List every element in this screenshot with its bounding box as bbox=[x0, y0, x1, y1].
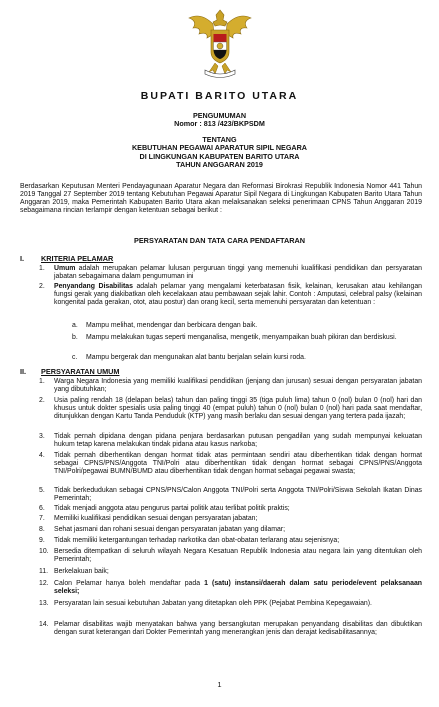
about-line: TAHUN ANGGARAN 2019 bbox=[176, 160, 263, 170]
sub-item bbox=[72, 354, 422, 362]
item-number: 1. bbox=[39, 378, 45, 385]
item-number: 3. bbox=[39, 433, 45, 440]
list-item bbox=[39, 526, 422, 534]
intro-paragraph: Berdasarkan Keputusan Menteri Pendayagunaan Aparatur Negara dan Reformasi Birokrasi Republik Indonesia Nomor 441 Tahun 2019 Tanggal 27 September 2019 tentang Kebutuhan Pegawai Aparatur Sipil Negara di Lingkungan Kabupaten Barito Utara Tahun Anggaran 2019, maka Pemerintah Kabupaten Barito Utara akan melaksanakan seleksi penerimaan CPNS Tahun Anggaran 2019 sebagaimana rincian terlampir dengan ketentuan sebagai berikut : bbox=[20, 183, 422, 215]
item-text: Calon Pelamar hanya boleh mendaftar pada bbox=[54, 580, 205, 587]
item-text: Usia paling rendah 18 (delapan belas) tahun dan paling tinggi 35 (tiga puluh lima) tahun 0 (nol) bulan 0 (nol) hari dan khusus untuk dokter spesialis usia paling tinggi 40 (empat puluh) tahun 0 (nol) bulan 0 (nol) hari pada saat mendaftar, ditunjukkan dengan Kartu Tanda Penduduk (KTP) yang masih berlaku dan sesuai dengan yang tertera pada ijazah; bbox=[54, 397, 422, 421]
sub-item-text: Mampu melihat, mendengar dan berbicara dengan baik. bbox=[86, 322, 258, 329]
list-item bbox=[39, 452, 422, 476]
item-text: Tidak menjadi anggota atau pengurus partai politik atau terlibat politik praktis; bbox=[54, 505, 290, 512]
item-number: 1. bbox=[39, 265, 45, 272]
item-text: adalah pelamar yang mengalami keterbatasan fisik, kelainan, kerusakan atau kehilangan fungsi gerak yang diakibatkan oleh kecelakaan atau pembawaan sejak lahir. Contoh : Amputasi, celebral palsy (kelainan kongenital pada gerakan, otot, atau postur) dan orang kecil, serta memenuhi persyaratan dan ketentuan : bbox=[54, 283, 422, 307]
sub-item bbox=[72, 322, 422, 330]
item-number: 6. bbox=[39, 505, 45, 512]
item-text: Pelamar disabilitas wajib menyatakan bahwa yang bersangkutan merupakan penyandang disabilitas dan dibuktikan dengan surat keterangan dari Dokter Pemerintah yang menerangkan jenis dan derajat kedisabilitasannya; bbox=[54, 621, 422, 637]
about-line: DI LINGKUNGAN KABUPATEN BARITO UTARA bbox=[139, 151, 300, 161]
list-item bbox=[39, 548, 422, 564]
item-number: 12. bbox=[39, 580, 49, 587]
item-number: 2. bbox=[39, 283, 45, 290]
about-label: TENTANG bbox=[202, 135, 237, 144]
about-block bbox=[0, 136, 439, 170]
garuda-emblem bbox=[187, 6, 253, 78]
regency-heading: BUPATI BARITO UTARA bbox=[140, 90, 299, 102]
item-text: Tidak berkedudukan sebagai CPNS/PNS/Calon Anggota TNI/Polri serta Anggota TNI/Polri/Siswa Sekolah Ikatan Dinas Pemerintah; bbox=[54, 487, 422, 503]
item-number: 14. bbox=[39, 621, 49, 628]
announcement-header bbox=[0, 112, 439, 129]
item-text: Berkelakuan baik; bbox=[54, 568, 109, 575]
list-item bbox=[39, 433, 422, 449]
list-item bbox=[39, 580, 422, 596]
item-text: Tidak memiliki ketergantungan terhadap narkotika dan obat-obatan terlarang atau sejenisnya; bbox=[54, 537, 340, 544]
section-number: I. bbox=[20, 254, 25, 263]
item-number: 7. bbox=[39, 515, 45, 522]
item-number: 2. bbox=[39, 397, 45, 404]
section-number: II. bbox=[20, 367, 27, 376]
item-number: 8. bbox=[39, 526, 45, 533]
item-emphasis: 1 (satu) instansi/daerah dalam satu periode/event pelaksanaan seleksi; bbox=[54, 580, 422, 596]
item-number: 13. bbox=[39, 600, 49, 607]
item-text: Memiliki kualifikasi pendidikan sesuai dengan persyaratan jabatan; bbox=[54, 515, 258, 522]
section-heading bbox=[20, 254, 113, 263]
list-item bbox=[39, 621, 422, 637]
item-number: 4. bbox=[39, 452, 45, 459]
item-number: 9. bbox=[39, 537, 45, 544]
sub-item-letter: b. bbox=[72, 334, 78, 341]
list-item bbox=[39, 265, 422, 281]
doc-number: Nomor : 813 /423/BKPSDM bbox=[174, 119, 265, 129]
sub-item-text: Mampu melakukan tugas seperti menganalisa, mengetik, menyampaikan buah pikiran dan berdiskusi. bbox=[86, 334, 397, 341]
item-text: Persyaratan lain sesuai kebutuhan Jabatan yang ditetapkan oleh PPK (Pejabat Pembina Kepegawaian). bbox=[54, 600, 372, 607]
item-term: Umum bbox=[54, 265, 76, 272]
item-text: adalah merupakan pelamar lulusan perguruan tinggi yang memenuhi kualifikasi pendidikan dan persyaratan jabatan sebagaimana dalam pengumuman ini bbox=[54, 265, 422, 281]
list-item bbox=[39, 283, 422, 307]
about-line: KEBUTUHAN PEGAWAI APARATUR SIPIL NEGARA bbox=[131, 143, 308, 153]
list-item bbox=[39, 378, 422, 394]
item-text: Tidak pernah diberhentikan dengan hormat tidak atas permintaan sendiri atau diberhentikan tidak dengan hormat sebagai CPNS/PNS/Anggota TNI/Polri atau diberhentikan tidak dengan hormat sebagai CPNS/PNS/Anggota TNI/Polri/pegawai BUMN/BUMD atau diberhentikan tidak dengan hormat sebagai pegawai swasta; bbox=[54, 452, 422, 476]
item-number: 11. bbox=[39, 568, 49, 575]
item-text: Bersedia ditempatkan di seluruh wilayah Negara Kesatuan Republik Indonesia atau negara lain yang ditentukan oleh Pemerintah; bbox=[54, 548, 422, 564]
sub-item bbox=[72, 334, 422, 342]
list-item bbox=[39, 505, 422, 513]
sub-item-letter: a. bbox=[72, 322, 78, 329]
list-item bbox=[39, 487, 422, 503]
item-number: 5. bbox=[39, 487, 45, 494]
section-subtitle: PERSYARATAN DAN TATA CARA PENDAFTARAN bbox=[133, 236, 306, 245]
list-item bbox=[39, 537, 422, 545]
sub-item-text: Mampu bergerak dan mengunakan alat bantu berjalan selain kursi roda. bbox=[86, 354, 306, 361]
list-item bbox=[39, 515, 422, 523]
list-item bbox=[39, 600, 422, 608]
item-number: 10. bbox=[39, 548, 49, 555]
section-title: PERSYARATAN UMUM bbox=[41, 367, 120, 376]
item-text: Tidak pernah dipidana dengan pidana penjara berdasarkan putusan pengadilan yang sudah mempunyai kekuatan hukum tetap karena melakukan tindak pidana atau kasus narkoba; bbox=[54, 433, 422, 449]
item-term: Penyandang Disabilitas bbox=[54, 283, 133, 290]
sub-item-letter: c. bbox=[72, 354, 78, 361]
page-number: 1 bbox=[217, 680, 222, 689]
section-heading bbox=[20, 367, 120, 376]
doc-type: PENGUMUMAN bbox=[192, 111, 247, 120]
item-text: Warga Negara Indonesia yang memiliki kualifikasi pendidikan (jenjang dan jurusan) sesuai dengan persyaratan jabatan yang dibutuhkan; bbox=[54, 378, 422, 394]
list-item bbox=[39, 397, 422, 421]
section-title: KRITERIA PELAMAR bbox=[41, 254, 114, 263]
list-item bbox=[39, 568, 422, 576]
item-text: Sehat jasmani dan rohani sesuai dengan persyaratan jabatan yang dilamar; bbox=[54, 526, 285, 533]
